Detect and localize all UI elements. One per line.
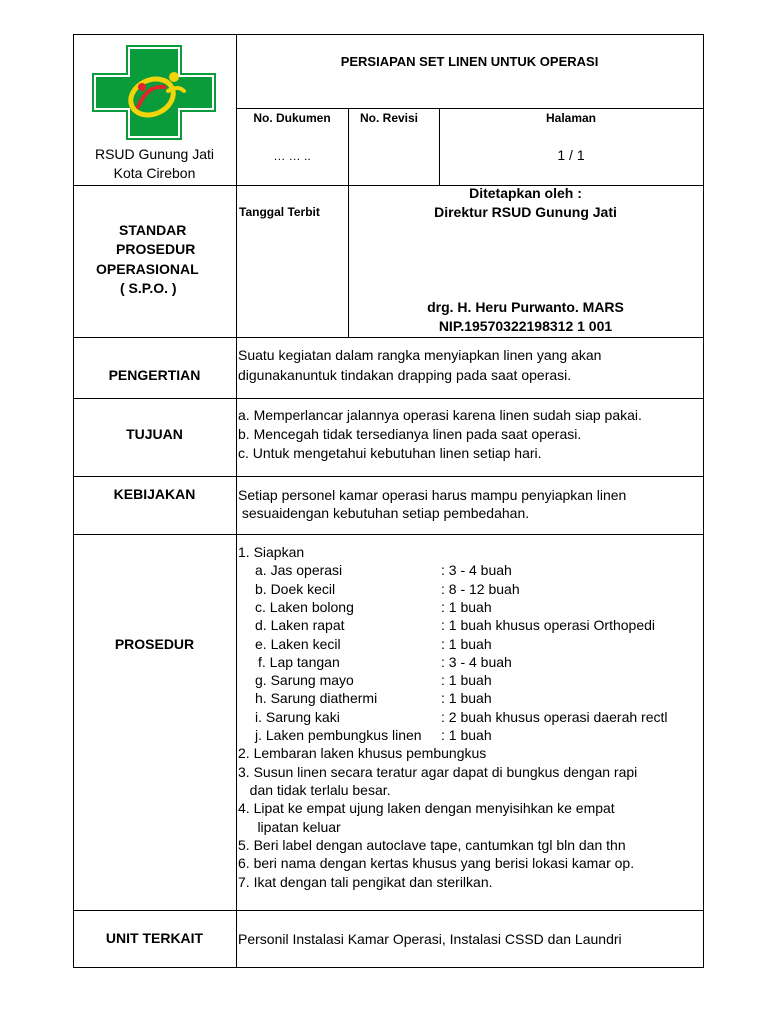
item-name: e. Laken kecil <box>255 636 341 652</box>
kebijakan-line-2: sesuaidengan kebutuhan setiap pembedahan. <box>238 505 530 521</box>
doc-number-value: … … .. <box>273 149 311 163</box>
unit-label: UNIT TERKAIT <box>105 930 204 946</box>
hospital-name: RSUD Gunung Jati <box>94 146 215 162</box>
tujuan-line-2: b. Mencegah tidak tersedianya linen pada saat operasi. <box>238 426 582 442</box>
item-qty: : 8 - 12 buah <box>441 581 520 597</box>
item-qty: : 1 buah <box>441 672 492 688</box>
item-qty: : 1 buah <box>441 727 492 743</box>
prosedur-step: 5. Beri label dengan autoclave tape, cantumkan tgl bln dan thn <box>238 837 626 853</box>
spo-line-2: PROSEDUR <box>116 241 196 257</box>
kebijakan-line-1: Setiap personel kamar operasi harus mampu penyiapkan linen <box>238 487 627 503</box>
prosedur-label: PROSEDUR <box>114 636 195 652</box>
item-qty: : 1 buah <box>441 599 492 615</box>
prosedur-step: 2. Lembaran laken khusus pembungkus <box>238 745 487 761</box>
pengertian-line-2: digunakanuntuk tindakan drapping pada saat operasi. <box>238 367 572 383</box>
prosedur-step: 6. beri nama dengan kertas khusus yang berisi lokasi kamar op. <box>238 855 635 871</box>
tujuan-line-1: a. Memperlancar jalannya operasi karena linen sudah siap pakai. <box>238 407 642 423</box>
signer-nip: NIP.19570322198312 1 001 <box>438 318 613 334</box>
item-name: g. Sarung mayo <box>255 672 354 688</box>
issue-date-label: Tanggal Terbit <box>239 205 320 219</box>
prosedur-step: 4. Lipat ke empat ujung laken dengan menyisihkan ke empat <box>238 800 615 816</box>
item-qty: : 3 - 4 buah <box>441 654 512 670</box>
border-right <box>703 34 704 968</box>
item-name: c. Laken bolong <box>255 599 354 615</box>
prosedur-step-1: 1. Siapkan <box>238 544 305 560</box>
item-qty: : 3 - 4 buah <box>441 562 512 578</box>
unit-text: Personil Instalasi Kamar Operasi, Instalasi CSSD dan Laundri <box>238 931 622 947</box>
page-label: Halaman <box>545 111 597 125</box>
item-qty: : 1 buah <box>441 636 492 652</box>
row-sep-5 <box>73 534 704 535</box>
item-qty: : 1 buah <box>441 690 492 706</box>
hospital-logo <box>92 45 216 140</box>
item-name: f. Lap tangan <box>258 654 340 670</box>
prosedur-step: dan tidak terlalu besar. <box>238 782 391 798</box>
pengertian-label: PENGERTIAN <box>108 367 201 383</box>
page-value: 1 / 1 <box>557 147 585 163</box>
set-by-label: Ditetapkan oleh : <box>469 185 582 201</box>
spo-line-3: OPERASIONAL <box>96 261 199 277</box>
row-sep-2 <box>73 337 704 338</box>
tujuan-line-3: c. Untuk mengetahui kebutuhan linen setiap hari. <box>238 445 542 461</box>
spo-line-1: STANDAR <box>119 222 187 238</box>
item-name: d. Laken rapat <box>255 617 345 633</box>
item-name: h. Sarung diathermi <box>255 690 378 706</box>
signer-name: drg. H. Heru Purwanto. MARS <box>427 299 624 315</box>
director-title: Direktur RSUD Gunung Jati <box>434 204 617 220</box>
row-sep-4 <box>73 476 704 477</box>
prosedur-step: 3. Susun linen secara teratur agar dapat di bungkus dengan rapi <box>238 764 638 780</box>
border-bottom <box>73 967 704 968</box>
border-top <box>73 34 704 35</box>
item-name: a. Jas operasi <box>255 562 343 578</box>
doc-number-label: No. Dukumen <box>253 111 331 125</box>
kebijakan-label: KEBIJAKAN <box>113 486 196 502</box>
row-sep-6 <box>73 910 704 911</box>
item-name: i. Sarung kaki <box>255 709 340 725</box>
tujuan-label: TUJUAN <box>126 426 183 442</box>
prosedur-step: 7. Ikat dengan tali pengikat dan sterilkan. <box>238 874 493 890</box>
title-divider <box>236 108 703 109</box>
document-title: PERSIAPAN SET LINEN UNTUK OPERASI <box>340 54 599 69</box>
spo-line-4: ( S.P.O. ) <box>120 280 177 296</box>
row-sep-3 <box>73 398 704 399</box>
prosedur-step: lipatan keluar <box>238 819 341 835</box>
spo-document <box>73 34 704 968</box>
item-qty: : 1 buah khusus operasi Orthopedi <box>441 617 656 633</box>
item-qty: : 2 buah khusus operasi daerah rectl <box>441 709 668 725</box>
item-name: b. Doek kecil <box>255 581 336 597</box>
item-name: j. Laken pembungkus linen <box>255 727 422 743</box>
hospital-city: Kota Cirebon <box>113 165 196 181</box>
column-divider <box>236 34 237 968</box>
pengertian-line-1: Suatu kegiatan dalam rangka menyiapkan linen yang akan <box>238 347 602 363</box>
revision-label: No. Revisi <box>360 111 419 125</box>
